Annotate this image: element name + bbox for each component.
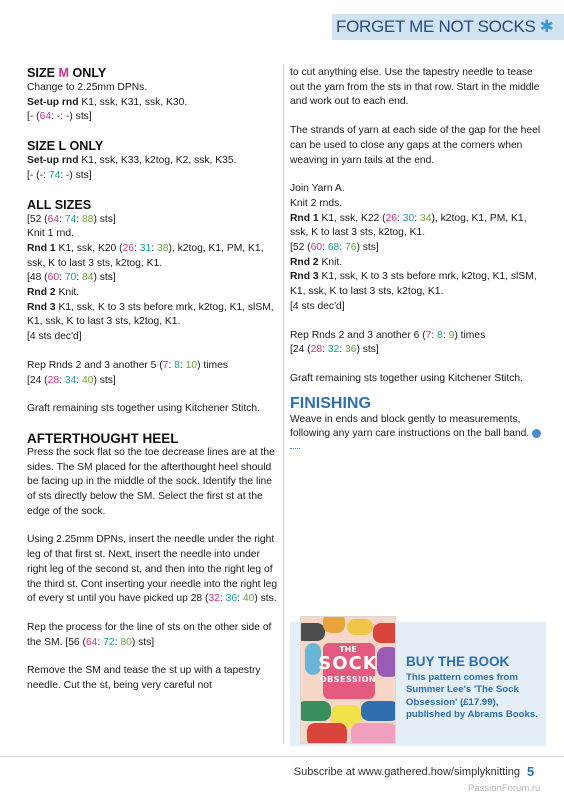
heel-p3: Rep the process for the line of sts on the other side of the SM. [56 (64: 72: 80) sts] — [27, 621, 272, 648]
finishing-text: Weave in ends and block gently to measurements, following any yarn care instructions on the ball band. — [290, 413, 546, 457]
all-sizes-rnd3-count: [4 sts dec'd] — [27, 331, 82, 343]
right-rnd3: Rnd 3 K1, ssk, K to 3 sts before mrk, k2tog, K1, slSM, K1, ssk, K to last 3 sts, k2tog, K1. — [290, 271, 537, 298]
buy-book-text: This pattern comes from Summer Lee's 'The Sock Obsession' (£17.99), published by Abrams Books. — [406, 672, 538, 721]
all-sizes-count: [52 (64: 74: 88) sts] — [27, 213, 116, 225]
all-sizes-rnd1: Rnd 1 K1, ssk, K20 (26: 31: 38), k2tog, K1, PM, K1, ssk, K to last 3 sts, k2tog, K1. — [27, 242, 264, 269]
right-column — [290, 66, 546, 457]
header-title: FORGET ME NOT SOCKS — [336, 17, 536, 36]
right-count: [52 (60: 68: 76) sts] — [290, 242, 379, 254]
right-repeat: Rep Rnds 2 and 3 another 6 (7: 8: 9) times — [290, 329, 486, 341]
right-knit2: Knit 2 rnds. — [290, 197, 343, 209]
book-cover-image — [300, 616, 396, 744]
heel-heading: AFTERTHOUGHT HEEL — [27, 430, 179, 446]
right-p2: The strands of yarn at each side of the gap for the heel can be used to close any gaps at the corners when weaving in yarn tails at the end. — [290, 125, 541, 166]
footer-rule — [0, 756, 564, 757]
heel-p2: Using 2.25mm DPNs, insert the needle under the right leg of that first st. Next, insert the needle into under right leg of the second st, and then into the right leg of the third st. Cont inserting your needle into the right leg of every st until you have picked up 28 (32: 36: 40) sts. — [27, 534, 278, 605]
size-l-heading: SIZE L ONLY — [27, 139, 104, 154]
right-join: Join Yarn A. — [290, 183, 345, 195]
all-sizes-repeat-count: [24 (28: 34: 40) sts] — [27, 374, 116, 386]
end-mark-icon — [532, 429, 541, 438]
subscribe-link[interactable]: Subscribe at www.gathered.how/simplyknitting — [293, 766, 520, 778]
buy-book-heading: BUY THE BOOK — [406, 654, 510, 669]
all-sizes-count2: [48 (60: 70: 84) sts] — [27, 272, 116, 284]
watermark: PassionForum.ru — [468, 783, 541, 794]
size-l-setup: Set-up rnd K1, ssk, K33, k2tog, K2, ssk, K35. — [27, 155, 237, 167]
finishing-heading: FINISHING — [290, 394, 371, 412]
right-rnd2: Rnd 2 Knit. — [290, 256, 343, 268]
all-sizes-repeat: Rep Rnds 2 and 3 another 5 (7: 8: 10) times — [27, 359, 228, 371]
right-p1: to cut anything else. Use the tapestry needle to tease out the yarn from the sts in that row. Start in the middle and work out to each end. — [290, 67, 540, 108]
size-m-setup: Set-up rnd K1, ssk, K31, ssk, K30. — [27, 96, 188, 108]
all-sizes-heading: ALL SIZES — [27, 197, 92, 212]
all-sizes-knit: Knit 1 rnd. — [27, 228, 74, 240]
right-rnd3-count: [4 sts dec'd] — [290, 300, 345, 312]
page-header — [336, 14, 560, 40]
right-repeat-count: [24 (28: 32: 36) sts] — [290, 344, 379, 356]
heel-p4: Remove the SM and tease the st up with a tapestry needle. Cut the st, being very careful not — [27, 665, 261, 692]
all-sizes-graft: Graft remaining sts together using Kitchener Stitch. — [27, 403, 260, 415]
cover-word-the: THE — [339, 645, 357, 654]
right-graft: Graft remaining sts together using Kitchener Stitch. — [290, 372, 523, 384]
size-m-line1: Change to 2.25mm DPNs. — [27, 82, 148, 93]
size-m-count: [- (64: -: -) sts] — [27, 111, 92, 123]
right-rnd1: Rnd 1 K1, ssk, K22 (26: 30: 34), k2tog, K1, PM, K1, ssk, K to last 3 sts, k2tog, K1. — [290, 212, 527, 239]
cover-word-obsession: OBSESSION — [319, 675, 377, 684]
left-column — [27, 66, 280, 694]
page-number: 5 — [527, 764, 535, 779]
cover-word-sock: SOCK — [318, 653, 378, 674]
all-sizes-rnd3: Rnd 3 K1, ssk, K to 3 sts before mrk, k2tog, K1, slSM, K1, ssk, K to last 3 sts, k2tog, K1. — [27, 301, 274, 328]
column-divider — [283, 64, 284, 744]
star-icon: ✱ — [539, 17, 554, 36]
all-sizes-rnd2: Rnd 2 Knit. — [27, 287, 80, 299]
size-m-heading: SIZE M ONLY — [27, 66, 107, 80]
heel-p1: Press the sock flat so the toe decrease lines are at the sides. The SM placed for the afterthought heel should be facing up in the middle of the sock. Identify the line of sts directly below the SM. Select the first st at the edge of the sock. — [27, 446, 275, 517]
size-l-count: [- (-: 74: -) sts] — [27, 169, 92, 181]
